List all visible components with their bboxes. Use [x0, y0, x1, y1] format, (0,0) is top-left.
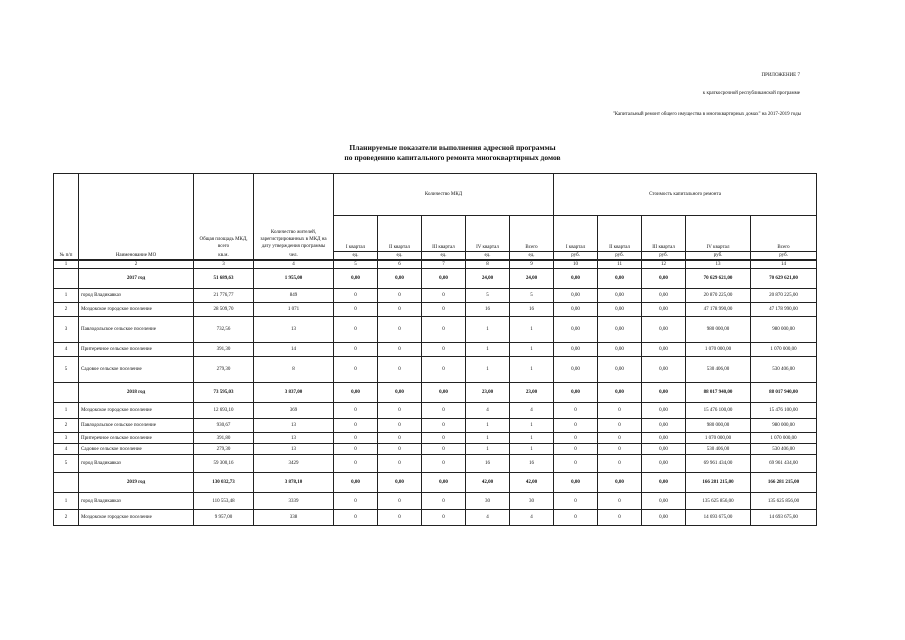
header-mkd-group: Количество МКД	[334, 174, 554, 216]
table-row	[54, 510, 817, 526]
cell-c3: 0,00	[642, 433, 686, 444]
cell-res: 1 071	[254, 303, 334, 317]
cell-mt: 4	[510, 403, 554, 419]
unit-residents: чел.	[289, 253, 298, 258]
cell-c3: 0,00	[642, 403, 686, 419]
cell-c1: 0,00	[554, 357, 598, 383]
cell-m1: 0	[334, 357, 378, 383]
cell-m2: 0	[378, 317, 422, 343]
cell-name: город Владикавказ	[79, 455, 194, 473]
year-summary-row	[54, 383, 817, 403]
unit-cost-q4: руб.	[686, 252, 751, 260]
unit-area: кв.м.	[218, 253, 229, 258]
cell-area: 59 300,16	[194, 455, 254, 473]
header-cost-total: Всего	[751, 216, 817, 252]
unit-mkd-q4: ед.	[466, 252, 510, 260]
cell-m4: 1	[466, 419, 510, 433]
cell-num	[54, 383, 79, 403]
cell-m1: 0	[334, 289, 378, 303]
cell-m2: 0,00	[378, 383, 422, 403]
cell-mt: 30	[510, 493, 554, 510]
cell-mt: 1	[510, 444, 554, 455]
cell-c4: 530 406,00	[686, 444, 751, 455]
cell-c4: 166 281 215,00	[686, 473, 751, 493]
cell-m3: 0,00	[422, 473, 466, 493]
cell-mt: 23,00	[510, 383, 554, 403]
cell-mt: 16	[510, 303, 554, 317]
cell-mt: 1	[510, 419, 554, 433]
cell-ct: 15 476 100,00	[751, 403, 817, 419]
cell-res: 3429	[254, 455, 334, 473]
column-number: 5	[334, 261, 378, 269]
header-num	[54, 174, 79, 260]
cell-c3: 0,00	[642, 343, 686, 357]
table-row	[54, 343, 817, 357]
cell-c4: 47 178 990,00	[686, 303, 751, 317]
cell-m2: 0	[378, 493, 422, 510]
column-number: 6	[378, 261, 422, 269]
column-number: 9	[510, 261, 554, 269]
cell-c1: 0,00	[554, 289, 598, 303]
cell-m1: 0	[334, 343, 378, 357]
cell-c3: 0,00	[642, 419, 686, 433]
header-cost-q1: I квартал	[554, 216, 598, 252]
cell-c4: 69 961 434,00	[686, 455, 751, 473]
cell-c4: 88 017 940,00	[686, 383, 751, 403]
cell-num: 2	[54, 419, 79, 433]
cell-m3: 0	[422, 419, 466, 433]
column-number: 7	[422, 261, 466, 269]
cell-name: Моздокское городское поселение	[79, 510, 194, 526]
table-row	[54, 317, 817, 343]
cell-c1: 0	[554, 493, 598, 510]
cell-res: 13	[254, 419, 334, 433]
cell-c2: 0	[598, 510, 642, 526]
cell-area: 279,30	[194, 357, 254, 383]
cell-mt: 4	[510, 510, 554, 526]
cell-ct: 135 625 856,00	[751, 493, 817, 510]
cell-m3: 0	[422, 444, 466, 455]
cell-area: 110 553,48	[194, 493, 254, 510]
header-mkd-q4: IV квартал	[466, 216, 510, 252]
cell-m1: 0	[334, 303, 378, 317]
cell-c2: 0,00	[598, 473, 642, 493]
cell-area: 391,80	[194, 433, 254, 444]
cell-res: 3339	[254, 493, 334, 510]
cell-c4: 20 870 225,00	[686, 289, 751, 303]
cell-area: 130 032,73	[194, 473, 254, 493]
cell-m2: 0,00	[378, 473, 422, 493]
unit-mkd-q2: ед.	[378, 252, 422, 260]
cell-name: Моздокское городское поселение	[79, 303, 194, 317]
column-number: 10	[554, 261, 598, 269]
cell-res: 13	[254, 317, 334, 343]
cell-res: 3 878,10	[254, 473, 334, 493]
cell-mt: 24,00	[510, 269, 554, 289]
cell-m3: 0	[422, 317, 466, 343]
header-residents	[254, 174, 334, 260]
cell-num	[54, 269, 79, 289]
header-area	[194, 174, 254, 260]
cell-area: 732,56	[194, 317, 254, 343]
cell-m4: 1	[466, 343, 510, 357]
program-name: "Капитальный ремонт общего имущества в многоквартирных домах" на 2017-2019 годы	[612, 112, 801, 117]
column-number-row	[54, 261, 817, 269]
cell-c3: 0,00	[642, 357, 686, 383]
cell-name: Садовое сельское поселение	[79, 357, 194, 383]
cell-c1: 0,00	[554, 317, 598, 343]
header-cost-q4: IV квартал	[686, 216, 751, 252]
cell-m2: 0	[378, 455, 422, 473]
cell-m3: 0,00	[422, 269, 466, 289]
cell-c1: 0	[554, 455, 598, 473]
cell-m2: 0	[378, 303, 422, 317]
cell-m1: 0	[334, 493, 378, 510]
header-area-label: Общая площадь МКД, всего	[199, 237, 248, 249]
cell-name: 2018 год	[79, 383, 194, 403]
cell-name: город Владикавказ	[79, 493, 194, 510]
cell-ct: 1 070 000,00	[751, 343, 817, 357]
cell-c1: 0	[554, 510, 598, 526]
cell-c1: 0	[554, 403, 598, 419]
cell-num: 3	[54, 433, 79, 444]
cell-m3: 0	[422, 343, 466, 357]
cell-ct: 1 070 000,00	[751, 433, 817, 444]
cell-c4: 1 070 000,00	[686, 343, 751, 357]
document-subtitle: по проведению капитального ремонта многоквартирных домов	[344, 153, 561, 162]
table-body	[54, 269, 817, 526]
cell-num: 5	[54, 455, 79, 473]
cell-m4: 4	[466, 510, 510, 526]
cell-c1: 0,00	[554, 473, 598, 493]
header-mkd-q2: II квартал	[378, 216, 422, 252]
cell-m2: 0	[378, 357, 422, 383]
cell-m4: 1	[466, 317, 510, 343]
unit-cost-total: руб.	[751, 252, 817, 260]
header-residents-label: Количество жителей, зарегистрированных в МКД на дату утверждения программы	[260, 230, 327, 249]
cell-m3: 0	[422, 289, 466, 303]
cell-area: 279,30	[194, 444, 254, 455]
column-number: 14	[751, 261, 817, 269]
cell-ct: 14 693 675,00	[751, 510, 817, 526]
cell-c2: 0,00	[598, 269, 642, 289]
cell-c1: 0,00	[554, 343, 598, 357]
cell-area: 9 957,00	[194, 510, 254, 526]
cell-c2: 0	[598, 433, 642, 444]
cell-res: 3 837,00	[254, 383, 334, 403]
table-row	[54, 455, 817, 473]
cell-c1: 0,00	[554, 303, 598, 317]
table-row	[54, 357, 817, 383]
table-row	[54, 403, 817, 419]
cell-num: 4	[54, 444, 79, 455]
cell-m1: 0	[334, 419, 378, 433]
cell-c2: 0,00	[598, 303, 642, 317]
cell-res: 13	[254, 433, 334, 444]
table-row	[54, 444, 817, 455]
program-reference: к краткосрочной республиканской программе	[702, 91, 800, 96]
cell-c3: 0,00	[642, 473, 686, 493]
cell-res: 369	[254, 403, 334, 419]
cell-c4: 530 406,00	[686, 357, 751, 383]
cell-c4: 135 625 856,00	[686, 493, 751, 510]
year-summary-row	[54, 269, 817, 289]
cell-m4: 23,00	[466, 383, 510, 403]
cell-num: 3	[54, 317, 79, 343]
cell-ct: 530 406,00	[751, 357, 817, 383]
cell-res: 338	[254, 510, 334, 526]
cell-area: 73 595,03	[194, 383, 254, 403]
cell-num: 1	[54, 403, 79, 419]
header-cost-q2: II квартал	[598, 216, 642, 252]
header-name	[79, 174, 194, 260]
cell-c1: 0	[554, 433, 598, 444]
year-summary-row	[54, 473, 817, 493]
cell-name: город Владикавказ	[79, 289, 194, 303]
header-mkd-q1: I квартал	[334, 216, 378, 252]
cell-num: 2	[54, 303, 79, 317]
appendix-label: ПРИЛОЖЕНИЕ 7	[761, 73, 800, 78]
cell-area: 391,30	[194, 343, 254, 357]
cell-m3: 0	[422, 433, 466, 444]
column-number: 12	[642, 261, 686, 269]
cell-c1: 0	[554, 444, 598, 455]
table-row	[54, 303, 817, 317]
cell-c2: 0	[598, 455, 642, 473]
cell-m4: 1	[466, 433, 510, 444]
cell-c4: 1 070 000,00	[686, 433, 751, 444]
cell-ct: 530 406,00	[751, 444, 817, 455]
cell-mt: 42,00	[510, 473, 554, 493]
cell-m2: 0,00	[378, 269, 422, 289]
cell-area: 930,67	[194, 419, 254, 433]
cell-mt: 5	[510, 289, 554, 303]
cell-mt: 1	[510, 433, 554, 444]
cell-res: 13	[254, 444, 334, 455]
cell-c3: 0,00	[642, 510, 686, 526]
cell-m3: 0	[422, 303, 466, 317]
cell-m4: 4	[466, 403, 510, 419]
unit-mkd-total: ед.	[510, 252, 554, 260]
cell-c2: 0,00	[598, 343, 642, 357]
cell-c2: 0	[598, 419, 642, 433]
cell-mt: 16	[510, 455, 554, 473]
cell-m4: 5	[466, 289, 510, 303]
column-number: 1	[54, 261, 79, 269]
cell-m1: 0,00	[334, 473, 378, 493]
cell-c4: 14 693 675,00	[686, 510, 751, 526]
cell-m2: 0	[378, 510, 422, 526]
cell-m1: 0	[334, 510, 378, 526]
cell-res: 14	[254, 343, 334, 357]
cell-c2: 0	[598, 493, 642, 510]
cell-num: 1	[54, 289, 79, 303]
cell-name: Павлодольское сельское поселение	[79, 317, 194, 343]
header-mkd-total: Всего	[510, 216, 554, 252]
cell-m2: 0	[378, 433, 422, 444]
cell-c1: 0,00	[554, 383, 598, 403]
cell-m4: 24,00	[466, 269, 510, 289]
cell-c2: 0	[598, 403, 642, 419]
cell-m2: 0	[378, 289, 422, 303]
cell-c1: 0,00	[554, 269, 598, 289]
cell-m1: 0	[334, 444, 378, 455]
cell-m4: 1	[466, 444, 510, 455]
cell-m2: 0	[378, 444, 422, 455]
column-number: 2	[79, 261, 194, 269]
cell-name: Садовое сельское поселение	[79, 444, 194, 455]
cell-c4: 70 629 621,00	[686, 269, 751, 289]
cell-m3: 0	[422, 403, 466, 419]
cell-res: 849	[254, 289, 334, 303]
cell-ct: 70 629 621,00	[751, 269, 817, 289]
cell-c2: 0,00	[598, 383, 642, 403]
cell-c3: 0,00	[642, 383, 686, 403]
cell-res: 8	[254, 357, 334, 383]
cell-area: 21 776,77	[194, 289, 254, 303]
cell-ct: 980 000,00	[751, 317, 817, 343]
cell-c3: 0,00	[642, 493, 686, 510]
header-cost-q3: III квартал	[642, 216, 686, 252]
unit-cost-q2: руб.	[598, 252, 642, 260]
cell-name: Моздокское городское поселение	[79, 403, 194, 419]
cell-num: 4	[54, 343, 79, 357]
cell-res: 1 955,00	[254, 269, 334, 289]
cell-c2: 0	[598, 444, 642, 455]
cell-m4: 16	[466, 303, 510, 317]
cell-name: 2017 год	[79, 269, 194, 289]
cell-m1: 0	[334, 317, 378, 343]
cell-m3: 0,00	[422, 383, 466, 403]
table-row	[54, 289, 817, 303]
header-num-label: № п/п	[59, 253, 73, 258]
cell-mt: 1	[510, 317, 554, 343]
cell-c2: 0,00	[598, 289, 642, 303]
cell-c2: 0,00	[598, 317, 642, 343]
table-row	[54, 493, 817, 510]
cell-name: Притеречное сельское поселение	[79, 433, 194, 444]
cell-name: Павлодольское сельское поселение	[79, 419, 194, 433]
cell-ct: 166 281 215,00	[751, 473, 817, 493]
unit-mkd-q3: ед.	[422, 252, 466, 260]
cell-m2: 0	[378, 343, 422, 357]
document-title: Планируемые показатели выполнения адресной программы	[349, 143, 556, 152]
table-row	[54, 433, 817, 444]
cell-c3: 0,00	[642, 303, 686, 317]
cell-num	[54, 473, 79, 493]
unit-cost-q1: руб.	[554, 252, 598, 260]
cell-ct: 980 000,00	[751, 419, 817, 433]
cell-c2: 0,00	[598, 357, 642, 383]
cell-num: 5	[54, 357, 79, 383]
cell-c3: 0,00	[642, 317, 686, 343]
cell-c4: 980 000,00	[686, 419, 751, 433]
header-name-label: Наименование МО	[115, 253, 157, 258]
cell-area: 51 689,63	[194, 269, 254, 289]
cell-c3: 0,00	[642, 289, 686, 303]
cell-area: 28 509,70	[194, 303, 254, 317]
cell-m4: 1	[466, 357, 510, 383]
cell-m3: 0	[422, 493, 466, 510]
cell-m1: 0	[334, 433, 378, 444]
cell-num: 1	[54, 493, 79, 510]
cell-m1: 0,00	[334, 269, 378, 289]
cell-m4: 30	[466, 493, 510, 510]
cell-m2: 0	[378, 419, 422, 433]
cell-m4: 16	[466, 455, 510, 473]
table-row	[54, 419, 817, 433]
cell-name: Притеречное сельское поселение	[79, 343, 194, 357]
cell-m3: 0	[422, 357, 466, 383]
indicators-table	[53, 173, 817, 526]
cell-ct: 88 017 940,00	[751, 383, 817, 403]
cell-c3: 0,00	[642, 444, 686, 455]
cell-m3: 0	[422, 455, 466, 473]
cell-m2: 0	[378, 403, 422, 419]
cell-ct: 20 870 225,00	[751, 289, 817, 303]
cell-ct: 47 178 990,00	[751, 303, 817, 317]
header-mkd-q3: III квартал	[422, 216, 466, 252]
column-number: 4	[254, 261, 334, 269]
column-number: 13	[686, 261, 751, 269]
cell-ct: 69 961 434,00	[751, 455, 817, 473]
column-number: 8	[466, 261, 510, 269]
cell-c3: 0,00	[642, 269, 686, 289]
header-cost-group: Стоимость капитального ремонта	[554, 174, 817, 216]
column-number: 3	[194, 261, 254, 269]
cell-m1: 0,00	[334, 383, 378, 403]
cell-m1: 0	[334, 403, 378, 419]
cell-area: 12 693,10	[194, 403, 254, 419]
cell-mt: 1	[510, 357, 554, 383]
column-number: 11	[598, 261, 642, 269]
cell-m4: 42,00	[466, 473, 510, 493]
cell-c3: 0,00	[642, 455, 686, 473]
cell-c4: 15 476 100,00	[686, 403, 751, 419]
cell-m1: 0	[334, 455, 378, 473]
unit-cost-q3: руб.	[642, 252, 686, 260]
cell-name: 2019 год	[79, 473, 194, 493]
cell-num: 2	[54, 510, 79, 526]
unit-mkd-q1: ед.	[334, 252, 378, 260]
cell-c4: 980 000,00	[686, 317, 751, 343]
cell-c1: 0	[554, 419, 598, 433]
cell-mt: 1	[510, 343, 554, 357]
cell-m3: 0	[422, 510, 466, 526]
